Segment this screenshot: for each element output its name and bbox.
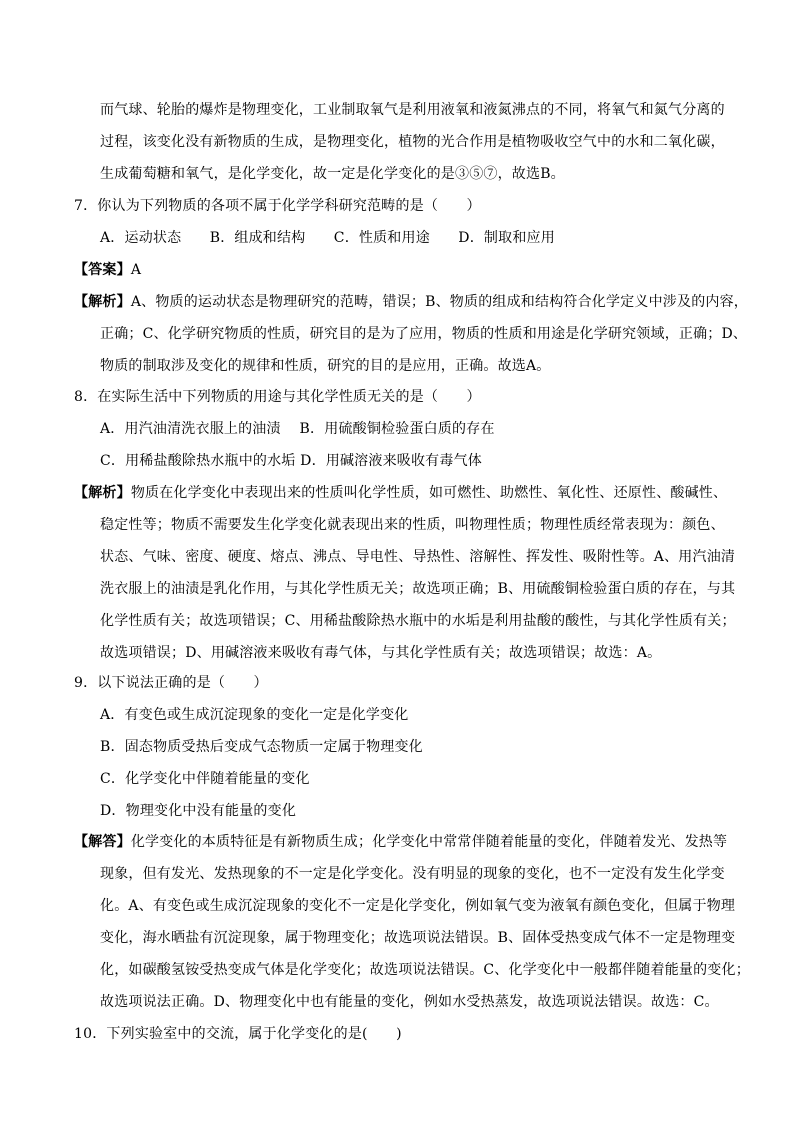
q8-options-line-1: A．用汽油清洗衣服上的油渍 B．用硫酸铜检验蛋白质的存在	[100, 421, 495, 437]
q9-option-a: A．有变色或生成沉淀现象的变化一定是化学变化	[100, 707, 409, 723]
q8-stem: 8．在实际生活中下列物质的用途与其化学性质无关的是（ ）	[74, 389, 481, 405]
q8-options-line-2: C．用稀盐酸除热水瓶中的水垢 D．用碱溶液来吸收有毒气体	[100, 453, 482, 469]
q9-solution-line-2: 现象，但有发光、发热现象的不一定是化学变化。没有明显的现象的变化，也不一定没有发生化学变	[100, 866, 725, 882]
continuation-line-3: 生成葡萄糖和氧气，是化学变化，故一定是化学变化的是③⑤⑦，故选B。	[100, 166, 565, 182]
q7-analysis-line-3: 物质的制取涉及变化的规律和性质，研究的目的是应用，正确。故选A。	[100, 358, 551, 374]
q8-analysis-tag: 【解析】	[74, 485, 131, 501]
q7-analysis-text-1: A、物质的运动状态是物理研究的范畴，错误；B、物质的组成和结构符合化学定义中涉及的内容，	[130, 294, 749, 310]
q10-stem: 10．下列实验室中的交流，属于化学变化的是( )	[74, 1026, 402, 1042]
q8-analysis-line-2: 稳定性等；物质不需要发生化学变化就表现出来的性质，叫物理性质；物理性质经常表现为：颜色、	[100, 517, 725, 533]
q9-solution-line-3: 化。A、有变色或生成沉淀现象的变化不一定是化学变化，例如氧气变为液氧有颜色变化，但属于物理	[100, 898, 736, 914]
continuation-line-2: 过程，该变化没有新物质的生成，是物理变化，植物的光合作用是植物吸收空气中的水和二氧化碳，	[100, 134, 725, 150]
q8-analysis-line-5: 化学性质有关；故选项错误；C、用稀盐酸除热水瓶中的水垢是利用盐酸的酸性，与其化学性质有关；	[100, 613, 736, 629]
q8-analysis-line-3: 状态、气味、密度、硬度、熔点、沸点、导电性、导热性、溶解性、挥发性、吸附性等。A、用汽油清	[100, 549, 736, 565]
q8-analysis-line-1	[74, 483, 727, 503]
q9-solution-tag: 【解答】	[74, 834, 131, 850]
q7-analysis-tag: 【解析】	[74, 294, 131, 310]
q7-answer	[74, 260, 141, 280]
q7-analysis-line-1	[74, 292, 748, 312]
continuation-line-1: 而气球、轮胎的爆炸是物理变化，工业制取氧气是利用液氧和液氮沸点的不同，将氧气和氮气分离的	[100, 102, 725, 118]
q9-option-b: B．固态物质受热后变成气态物质一定属于物理变化	[100, 739, 423, 755]
q7-analysis-line-2: 正确；C、化学研究物质的性质，研究目的是为了应用，物质的性质和用途是化学研究领域，正确；D、	[100, 326, 748, 342]
q7-stem: 7．你认为下列物质的各项不属于化学学科研究范畴的是（ ）	[74, 198, 481, 214]
q9-solution-line-5: 化，如碳酸氢铵受热变成气体是化学变化；故选项说法错误。C、化学变化中一般都伴随着能量的变化；	[100, 962, 750, 978]
q9-option-c: C．化学变化中伴随着能量的变化	[100, 771, 310, 787]
q8-analysis-line-4: 洗衣服上的油渍是乳化作用，与其化学性质无关；故选项正确；B、用硫酸铜检验蛋白质的存在，与其	[100, 581, 736, 597]
q9-stem: 9．以下说法正确的是（ ）	[74, 675, 268, 691]
q7-options: A．运动状态 B．组成和结构 C．性质和用途 D．制取和应用	[100, 230, 555, 246]
q9-solution-line-6: 故选项说法正确。D、物理变化中也有能量的变化，例如水受热蒸发，故选项说法错误。故选：C。	[100, 994, 719, 1010]
q9-solution-line-1	[74, 832, 727, 852]
q8-analysis-text-1: 物质在化学变化中表现出来的性质叫化学性质，如可燃性、助燃性、氧化性、还原性、酸碱性、	[130, 485, 728, 501]
q8-analysis-line-6: 故选项错误；D、用碱溶液来吸收有毒气体，与其化学性质有关；故选项错误；故选：A。	[100, 645, 662, 661]
q9-solution-text-1: 化学变化的本质特征是有新物质生成；化学变化中常常伴随着能量的变化，伴随着发光、发热等	[130, 834, 728, 850]
q9-option-d: D．物理变化中没有能量的变化	[100, 803, 297, 819]
q9-solution-line-4: 变化，海水晒盐有沉淀现象，属于物理变化；故选项说法错误。B、固体受热变成气体不一定是物理变	[100, 930, 736, 946]
q7-answer-tag: 【答案】	[74, 262, 131, 278]
q7-answer-value: A	[130, 262, 142, 278]
